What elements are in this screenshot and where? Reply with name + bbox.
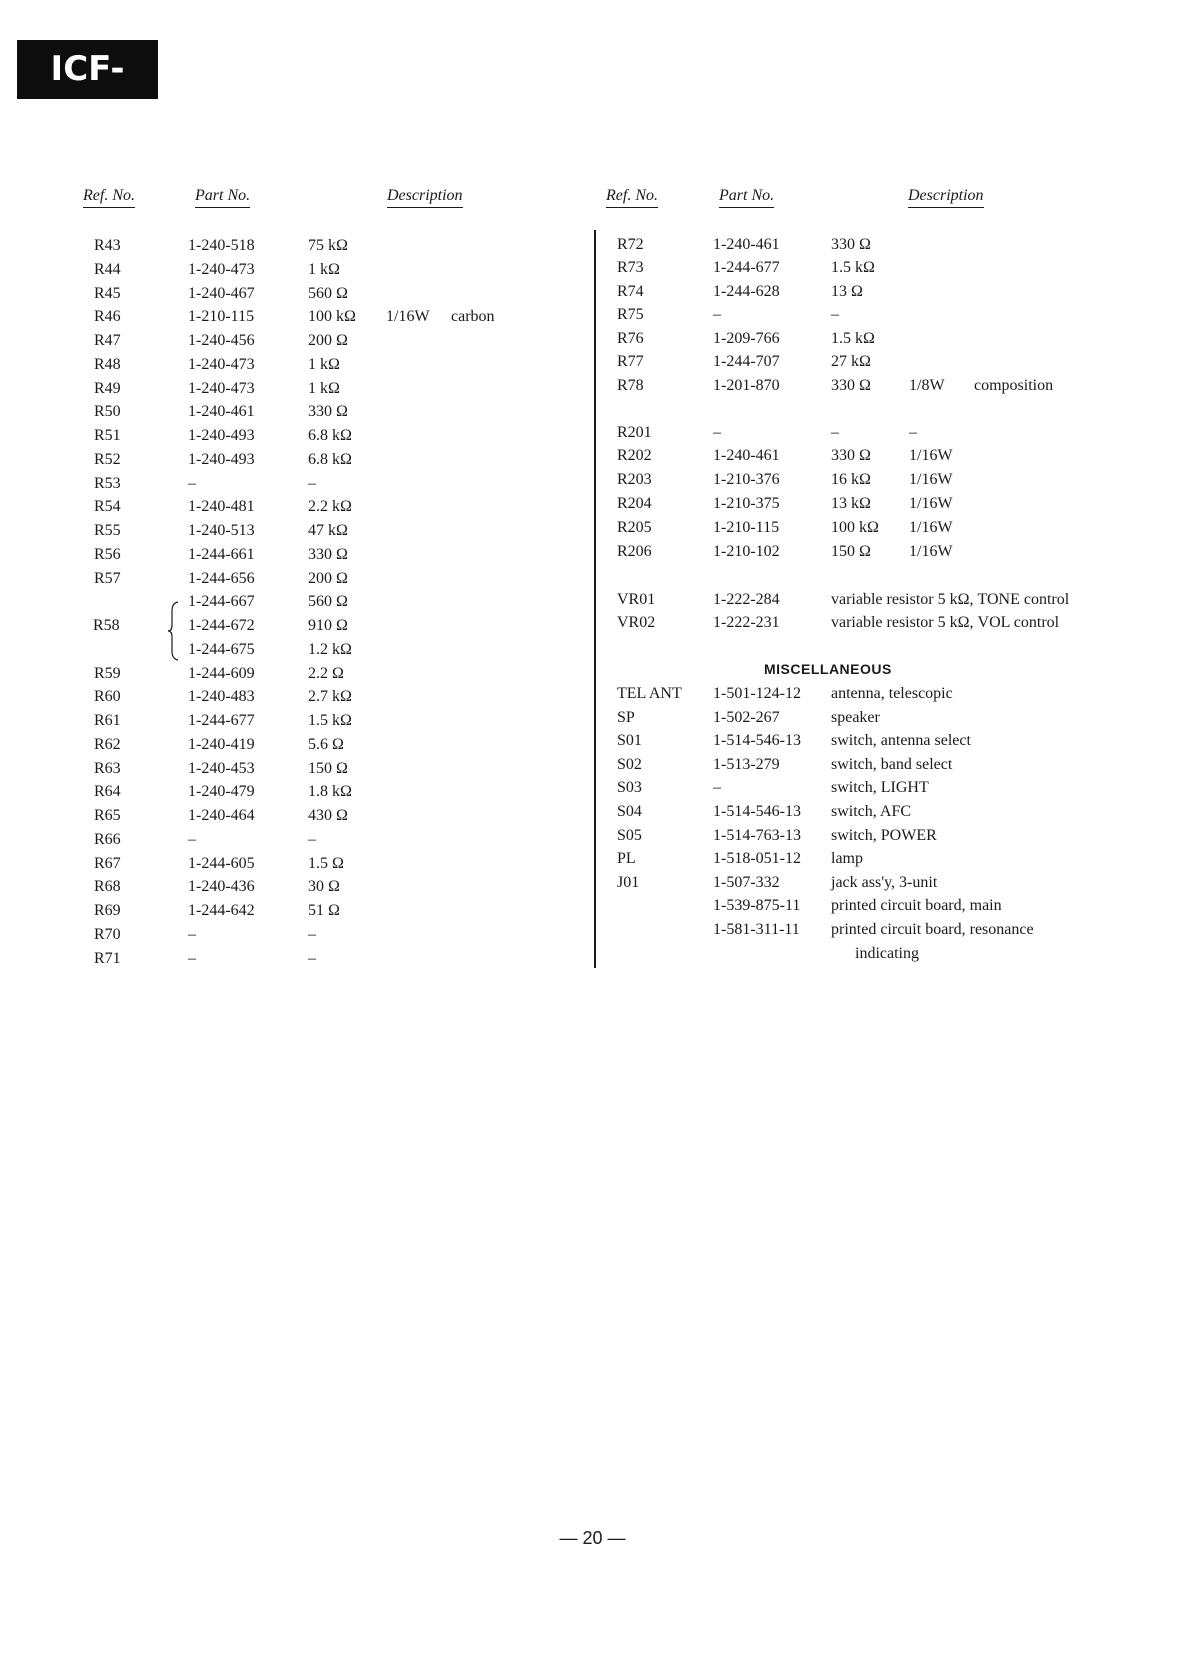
part-no: 1-240-518: [188, 237, 255, 254]
ref-no: R66: [94, 831, 121, 848]
value: 100 kΩ: [831, 519, 879, 536]
value: variable resistor 5 kΩ, TONE control: [831, 591, 1070, 608]
part-no: 1-240-493: [188, 427, 255, 444]
ref-no: SP: [617, 709, 635, 726]
value: –: [831, 306, 839, 323]
description: switch, AFC: [831, 803, 912, 820]
part-no: –: [188, 950, 196, 967]
part-no: –: [188, 926, 196, 943]
value: variable resistor 5 kΩ, VOL control: [831, 614, 1060, 631]
ref-no: S02: [617, 756, 642, 773]
description: speaker: [831, 709, 880, 726]
group-brace-r58: [168, 601, 180, 661]
ref-no: R204: [617, 495, 652, 512]
value: 6.8 kΩ: [308, 451, 352, 468]
ref-no: R201: [617, 424, 652, 441]
value: 1 kΩ: [308, 380, 340, 397]
wattage: 1/16W: [909, 495, 953, 512]
value: 1.5 kΩ: [831, 330, 875, 347]
ref-no: R54: [94, 498, 121, 515]
page-number: — 20 —: [559, 1528, 626, 1548]
ref-no: R50: [94, 403, 121, 420]
part-no: 1-222-284: [713, 591, 780, 608]
ref-no: R76: [617, 330, 644, 347]
description: switch, LIGHT: [831, 779, 929, 796]
value: 30 Ω: [308, 878, 340, 895]
part-no: –: [188, 475, 196, 492]
part-no: 1-240-481: [188, 498, 255, 515]
ref-no: R44: [94, 261, 121, 278]
part-no: 1-539-875-11: [713, 897, 801, 914]
ref-no: R48: [94, 356, 121, 373]
description: printed circuit board, main: [831, 897, 1002, 914]
value: –: [308, 831, 316, 848]
value: 47 kΩ: [308, 522, 348, 539]
ref-no: R49: [94, 380, 121, 397]
value: 2.7 kΩ: [308, 688, 352, 705]
value: 2.2 kΩ: [308, 498, 352, 515]
value: 150 Ω: [831, 543, 871, 560]
ref-no: R62: [94, 736, 121, 753]
part-no: 1-501-124-12: [713, 685, 801, 702]
header-part-no-right: Part No.: [719, 186, 774, 208]
header-ref-no-right: Ref. No.: [606, 186, 658, 208]
ref-no: R71: [94, 950, 121, 967]
misc-heading: MISCELLANEOUS: [764, 661, 892, 677]
value: 51 Ω: [308, 902, 340, 919]
ref-no: R51: [94, 427, 121, 444]
ref-no: S04: [617, 803, 642, 820]
ref-no: R60: [94, 688, 121, 705]
ref-no: R45: [94, 285, 121, 302]
value: 200 Ω: [308, 332, 348, 349]
ref-no: R63: [94, 760, 121, 777]
ref-no: R203: [617, 471, 652, 488]
description: switch, band select: [831, 756, 953, 773]
ref-no: R53: [94, 475, 121, 492]
ref-no: R58: [93, 617, 120, 634]
value: 910 Ω: [308, 617, 348, 634]
part-no: 1-240-464: [188, 807, 255, 824]
ref-no: S03: [617, 779, 642, 796]
description: jack ass'y, 3-unit: [831, 874, 938, 891]
part-no: 1-244-672: [188, 617, 255, 634]
value: 13 Ω: [831, 283, 863, 300]
part-no: 1-581-311-11: [713, 921, 800, 938]
part-no: 1-210-102: [713, 543, 780, 560]
wattage: –: [909, 424, 917, 441]
model-badge: ICF-111B: [17, 40, 158, 99]
value: 150 Ω: [308, 760, 348, 777]
part-no: 1-240-513: [188, 522, 255, 539]
ref-no: R57: [94, 570, 121, 587]
description: printed circuit board, resonance: [831, 921, 1034, 938]
part-no: 1-507-332: [713, 874, 780, 891]
value: 1.5 kΩ: [308, 712, 352, 729]
part-no: 1-244-661: [188, 546, 255, 563]
header-ref-no-left: Ref. No.: [83, 186, 135, 208]
value: 1 kΩ: [308, 261, 340, 278]
part-no: 1-244-642: [188, 902, 255, 919]
part-no: 1-201-870: [713, 377, 780, 394]
value: –: [308, 950, 316, 967]
value: 2.2 Ω: [308, 665, 344, 682]
value: 330 Ω: [308, 403, 348, 420]
value: 1.8 kΩ: [308, 783, 352, 800]
ref-no: VR01: [617, 591, 656, 608]
part-no: 1-244-675: [188, 641, 255, 658]
value: 5.6 Ω: [308, 736, 344, 753]
ref-no: R202: [617, 447, 652, 464]
ref-no: TEL ANT: [617, 685, 682, 702]
part-no: –: [188, 831, 196, 848]
part-no: 1-244-605: [188, 855, 255, 872]
ref-no: R59: [94, 665, 121, 682]
ref-no: PL: [617, 850, 636, 867]
value: 6.8 kΩ: [308, 427, 352, 444]
part-no: 1-240-436: [188, 878, 255, 895]
part-no: 1-209-766: [713, 330, 780, 347]
value: 430 Ω: [308, 807, 348, 824]
header-description-right: Description: [908, 186, 984, 208]
wattage: 1/8W: [909, 377, 945, 394]
description: switch, POWER: [831, 827, 937, 844]
part-no: 1-240-473: [188, 261, 255, 278]
value: 560 Ω: [308, 593, 348, 610]
value: 330 Ω: [831, 447, 871, 464]
value: 200 Ω: [308, 570, 348, 587]
ref-no: R46: [94, 308, 121, 325]
ref-no: J01: [617, 874, 640, 891]
value: 1.5 Ω: [308, 855, 344, 872]
value: 330 Ω: [831, 236, 871, 253]
ref-no: R56: [94, 546, 121, 563]
wattage: 1/16W: [386, 308, 430, 325]
description: antenna, telescopic: [831, 685, 953, 702]
part-no: 1-240-467: [188, 285, 255, 302]
part-no: 1-240-461: [713, 236, 780, 253]
value: 16 kΩ: [831, 471, 871, 488]
ref-no: R69: [94, 902, 121, 919]
ref-no: R74: [617, 283, 644, 300]
part-no: 1-240-473: [188, 356, 255, 373]
part-no: 1-210-376: [713, 471, 780, 488]
part-no: 1-240-453: [188, 760, 255, 777]
wattage: 1/16W: [909, 519, 953, 536]
ref-no: R68: [94, 878, 121, 895]
ref-no: R78: [617, 377, 644, 394]
value: 330 Ω: [308, 546, 348, 563]
value: –: [308, 926, 316, 943]
value: 27 kΩ: [831, 353, 871, 370]
part-no: 1-240-479: [188, 783, 255, 800]
value: 100 kΩ: [308, 308, 356, 325]
part-no: 1-244-656: [188, 570, 255, 587]
ref-no: R75: [617, 306, 644, 323]
part-no: 1-210-375: [713, 495, 780, 512]
description-continued: indicating: [855, 945, 919, 962]
part-no: –: [713, 424, 721, 441]
part-no: 1-244-628: [713, 283, 780, 300]
ref-no: R47: [94, 332, 121, 349]
ref-no: R205: [617, 519, 652, 536]
value: 560 Ω: [308, 285, 348, 302]
description: composition: [974, 377, 1054, 394]
ref-no: R55: [94, 522, 121, 539]
part-no: 1-514-546-13: [713, 803, 801, 820]
ref-no: R64: [94, 783, 121, 800]
value: –: [831, 424, 839, 441]
description: switch, antenna select: [831, 732, 971, 749]
ref-no: R73: [617, 259, 644, 276]
part-no: 1-514-546-13: [713, 732, 801, 749]
part-no: 1-518-051-12: [713, 850, 801, 867]
value: 1 kΩ: [308, 356, 340, 373]
value: 1.5 kΩ: [831, 259, 875, 276]
ref-no: R65: [94, 807, 121, 824]
value: 1.2 kΩ: [308, 641, 352, 658]
part-no: 1-210-115: [713, 519, 780, 536]
ref-no: R67: [94, 855, 121, 872]
description: carbon: [451, 308, 495, 325]
part-no: 1-210-115: [188, 308, 255, 325]
ref-no: S05: [617, 827, 642, 844]
column-divider: [594, 230, 596, 968]
ref-no: R77: [617, 353, 644, 370]
ref-no: R52: [94, 451, 121, 468]
wattage: 1/16W: [909, 447, 953, 464]
value: 13 kΩ: [831, 495, 871, 512]
part-no: 1-502-267: [713, 709, 780, 726]
ref-no: R61: [94, 712, 121, 729]
ref-no: R70: [94, 926, 121, 943]
description: lamp: [831, 850, 863, 867]
ref-no: R43: [94, 237, 121, 254]
ref-no: VR02: [617, 614, 656, 631]
header-part-no-left: Part No.: [195, 186, 250, 208]
value: 75 kΩ: [308, 237, 348, 254]
part-no: 1-240-456: [188, 332, 255, 349]
part-no: 1-514-763-13: [713, 827, 801, 844]
ref-no: R206: [617, 543, 652, 560]
part-no: –: [713, 779, 721, 796]
part-no: –: [713, 306, 721, 323]
part-no: 1-244-609: [188, 665, 255, 682]
part-no: 1-240-473: [188, 380, 255, 397]
part-no: 1-222-231: [713, 614, 780, 631]
part-no: 1-240-483: [188, 688, 255, 705]
value: 330 Ω: [831, 377, 871, 394]
ref-no: R72: [617, 236, 644, 253]
part-no: 1-240-461: [188, 403, 255, 420]
part-no: 1-244-667: [188, 593, 255, 610]
part-no: 1-240-493: [188, 451, 255, 468]
part-no: 1-244-677: [188, 712, 255, 729]
part-no: 1-244-707: [713, 353, 780, 370]
part-no: 1-244-677: [713, 259, 780, 276]
part-no: 1-240-461: [713, 447, 780, 464]
part-no: 1-240-419: [188, 736, 255, 753]
part-no: 1-513-279: [713, 756, 780, 773]
wattage: 1/16W: [909, 471, 953, 488]
ref-no: S01: [617, 732, 642, 749]
wattage: 1/16W: [909, 543, 953, 560]
header-description-left: Description: [387, 186, 463, 208]
value: –: [308, 475, 316, 492]
